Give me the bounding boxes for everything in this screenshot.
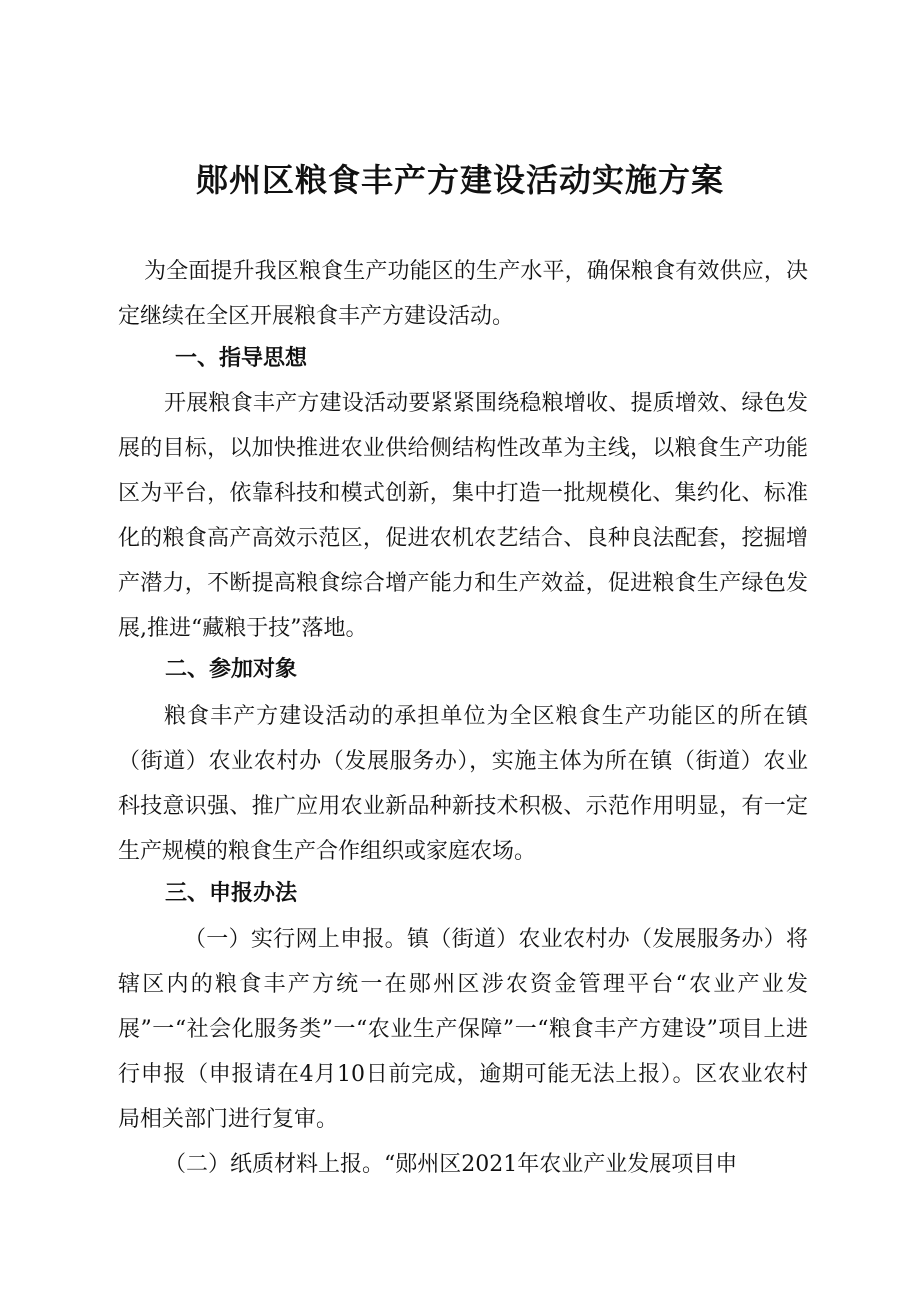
section-heading-participants: 二、参加对象 [165, 657, 298, 682]
intro-paragraph: 为全面提升我区粮食生产功能区的生产水平，确保粮食有效供应，决定继续在全区开展粮食丰产方建设活动。 [118, 259, 808, 329]
document-title: 郧州区粮食丰产方建设活动实施方案 [195, 161, 724, 199]
section-paragraph-participants: 粮食丰产方建设活动的承担单位为全区粮食生产功能区的所在镇（街道）农业农村办（发展服务办），实施主体为所在镇（街道）农业科技意识强、推广应用农业新品种新技术积极、示范作用明显，有一定生产规模的粮食生产合作组织或家庭农场。 [118, 704, 808, 864]
section-paragraph-online-application: （一）实行网上申报。镇（街道）农业农村办（发展服务办）将辖区内的粮食丰产方统一在郧州区涉农资金管理平台“农业产业发展”一“社会化服务类”一“农业生产保障”一“粮食丰产方建设”项目上进行申报（申报请在4月10日前完成，逾期可能无法上报）。区农业农村局相关部门进行复审。 [118, 927, 808, 1132]
section-heading-guiding-ideology: 一、指导思想 [175, 346, 308, 371]
section-heading-application-method: 三、申报办法 [165, 881, 298, 906]
section-paragraph-paper-materials: （二）纸质材料上报。“郧州区2021年农业产业发展项目申 [164, 1152, 738, 1177]
section-paragraph-guiding-ideology: 开展粮食丰产方建设活动要紧紧围绕稳粮增收、提质增效、绿色发展的目标，以加快推进农业供给侧结构性改革为主线，以粮食生产功能区为平台，依靠科技和模式创新，集中打造一批规模化、集约化、标准化的粮食高产高效示范区，促进农机农艺结合、良种良法配套，挖掘增产潜力，不断提高粮食综合增产能力和生产效益，促进粮食生产绿色发展,推进“藏粮于技”落地。 [118, 391, 808, 641]
